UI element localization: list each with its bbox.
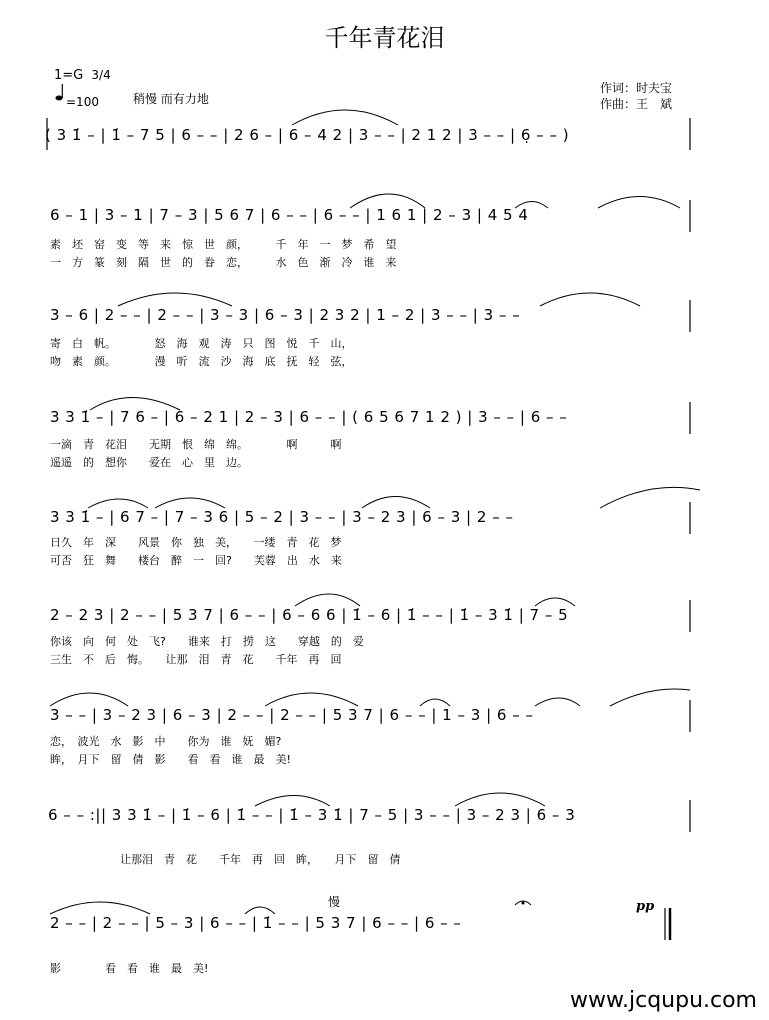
- score-line-2: 6 – 1 | 3 – 1 | 7 – 3 | 5 6 7 | 6 – – | 6 – – | 1 6 1 | 2 – 3 | 4 5 4: [50, 206, 529, 224]
- page-title: 千年青花泪: [324, 24, 445, 52]
- lyric-line-4b: 遥遥 的 想你 爱在 心 里 边。: [50, 456, 248, 469]
- score-line-5: 3 3 1̇ – | 6 7 – | 7 – 3 6 | 5 – 2 | 3 – – | 3 – 2 3 | 6 – 3 | 2 – –: [50, 508, 514, 526]
- lyric-line-7a: 恋， 波光 水 影 中 你为 谁 妩 媚?: [50, 735, 282, 748]
- time-signature: 3/4: [91, 68, 111, 82]
- lyricist-credit: 作词：时夫宝: [599, 81, 672, 95]
- score-line-3: 3 – 6 | 2 – – | 2 – – | 3 – 3 | 6 – 3 | 2 3 2 | 1 – 2 | 3 – – | 3 – –: [50, 306, 521, 324]
- website-watermark: www.jcqupu.com: [570, 988, 757, 1013]
- lyric-line-4a: 一滴 青 花泪 无期 恨 绵 绵。 啊 啊: [50, 438, 342, 451]
- lyric-line-9a: 影 看 看 谁 最 美!: [50, 962, 209, 975]
- quarter-note-icon: [55, 83, 65, 101]
- score-line-9: 2 – – | 2 – – | 5 – 3 | 6 – – | 1̇ – – | 5 3 7 | 6 – – | 6 – –: [50, 914, 462, 932]
- key-text: 1=G: [54, 68, 84, 83]
- lyric-line-2b: 一 方 篆 刻 隔 世 的 眷 恋， 水 色 渐 冷 谁 来: [50, 256, 397, 269]
- lyric-line-8a: 让那泪 青 花 千年 再 回 眸， 月下 留 倩: [120, 853, 401, 866]
- lyric-line-6b: 三生 不 后 悔。 让那 泪 青 花 千年 再 回: [50, 653, 342, 666]
- lyric-line-3b: 吻 素 颜。 漫 听 流 沙 海 底 抚 轻 弦，: [50, 355, 353, 368]
- score-line-1: ( 3 1̇ – | 1̇ – 7 5 | 6 – – | 2 6 – | 6 – 4 2 | 3 – – | 2 1 2 | 3 – – | 6̣ – – ): [45, 126, 570, 144]
- composer-credit: 作曲：王 斌: [599, 97, 672, 111]
- score-line-4: 3 3 1̇ – | 7 6 – | 6 – 2 1 | 2 – 3 | 6 – – | ( 6 5 6 7 1 2 ) | 3 – – | 6 – –: [50, 408, 568, 426]
- lyric-line-3a: 寄 白 帆。 怒 海 观 涛 只 图 悦 千 山，: [50, 337, 353, 350]
- key-signature: [54, 68, 111, 83]
- credits: [600, 80, 672, 112]
- tempo-marking: 稍慢 而有力地: [133, 92, 209, 106]
- lyric-line-6a: 你该 向 何 处 飞? 谁来 打 捞 这 穿越 的 爱: [50, 635, 364, 648]
- dynamic-mark: pp: [636, 899, 655, 914]
- score-line-8: 6 – – :|| 3 3 1̇ – | 1̇ – 6 | 1̇ – – | 1̇ – 3 1̇ | 7 – 5 | 3 – – | 3 – 2 3 | 6 – 3: [48, 806, 576, 824]
- lyric-line-5a: 日久 年 深 风景 你 独 美， 一缕 青 花 梦: [50, 536, 342, 549]
- lyric-line-7b: 眸， 月下 留 倩 影 看 看 谁 最 美!: [50, 753, 291, 766]
- tempo-value: =100: [66, 95, 99, 109]
- lyric-line-5b: 可否 狂 舞 楼台 醉 一 回? 芙蓉 出 水 来: [50, 554, 342, 567]
- score-line-6: 2 – 2 3 | 2 – – | 5 3 7 | 6 – – | 6 – 6 6 | 1̇ – 6 | 1̇ – – | 1̇ – 3 1̇ | 7 – 5: [50, 606, 569, 624]
- lyric-line-2a: 素 坯 窑 变 等 来 惊 世 颜， 千 年 一 梦 希 望: [50, 238, 397, 251]
- rit-mark: 慢: [328, 895, 341, 909]
- score-line-7: 3 – – | 3 – 2 3 | 6 – 3 | 2 – – | 2 – – | 5 3 7 | 6 – – | 1 – 3 | 6 – –: [50, 706, 534, 724]
